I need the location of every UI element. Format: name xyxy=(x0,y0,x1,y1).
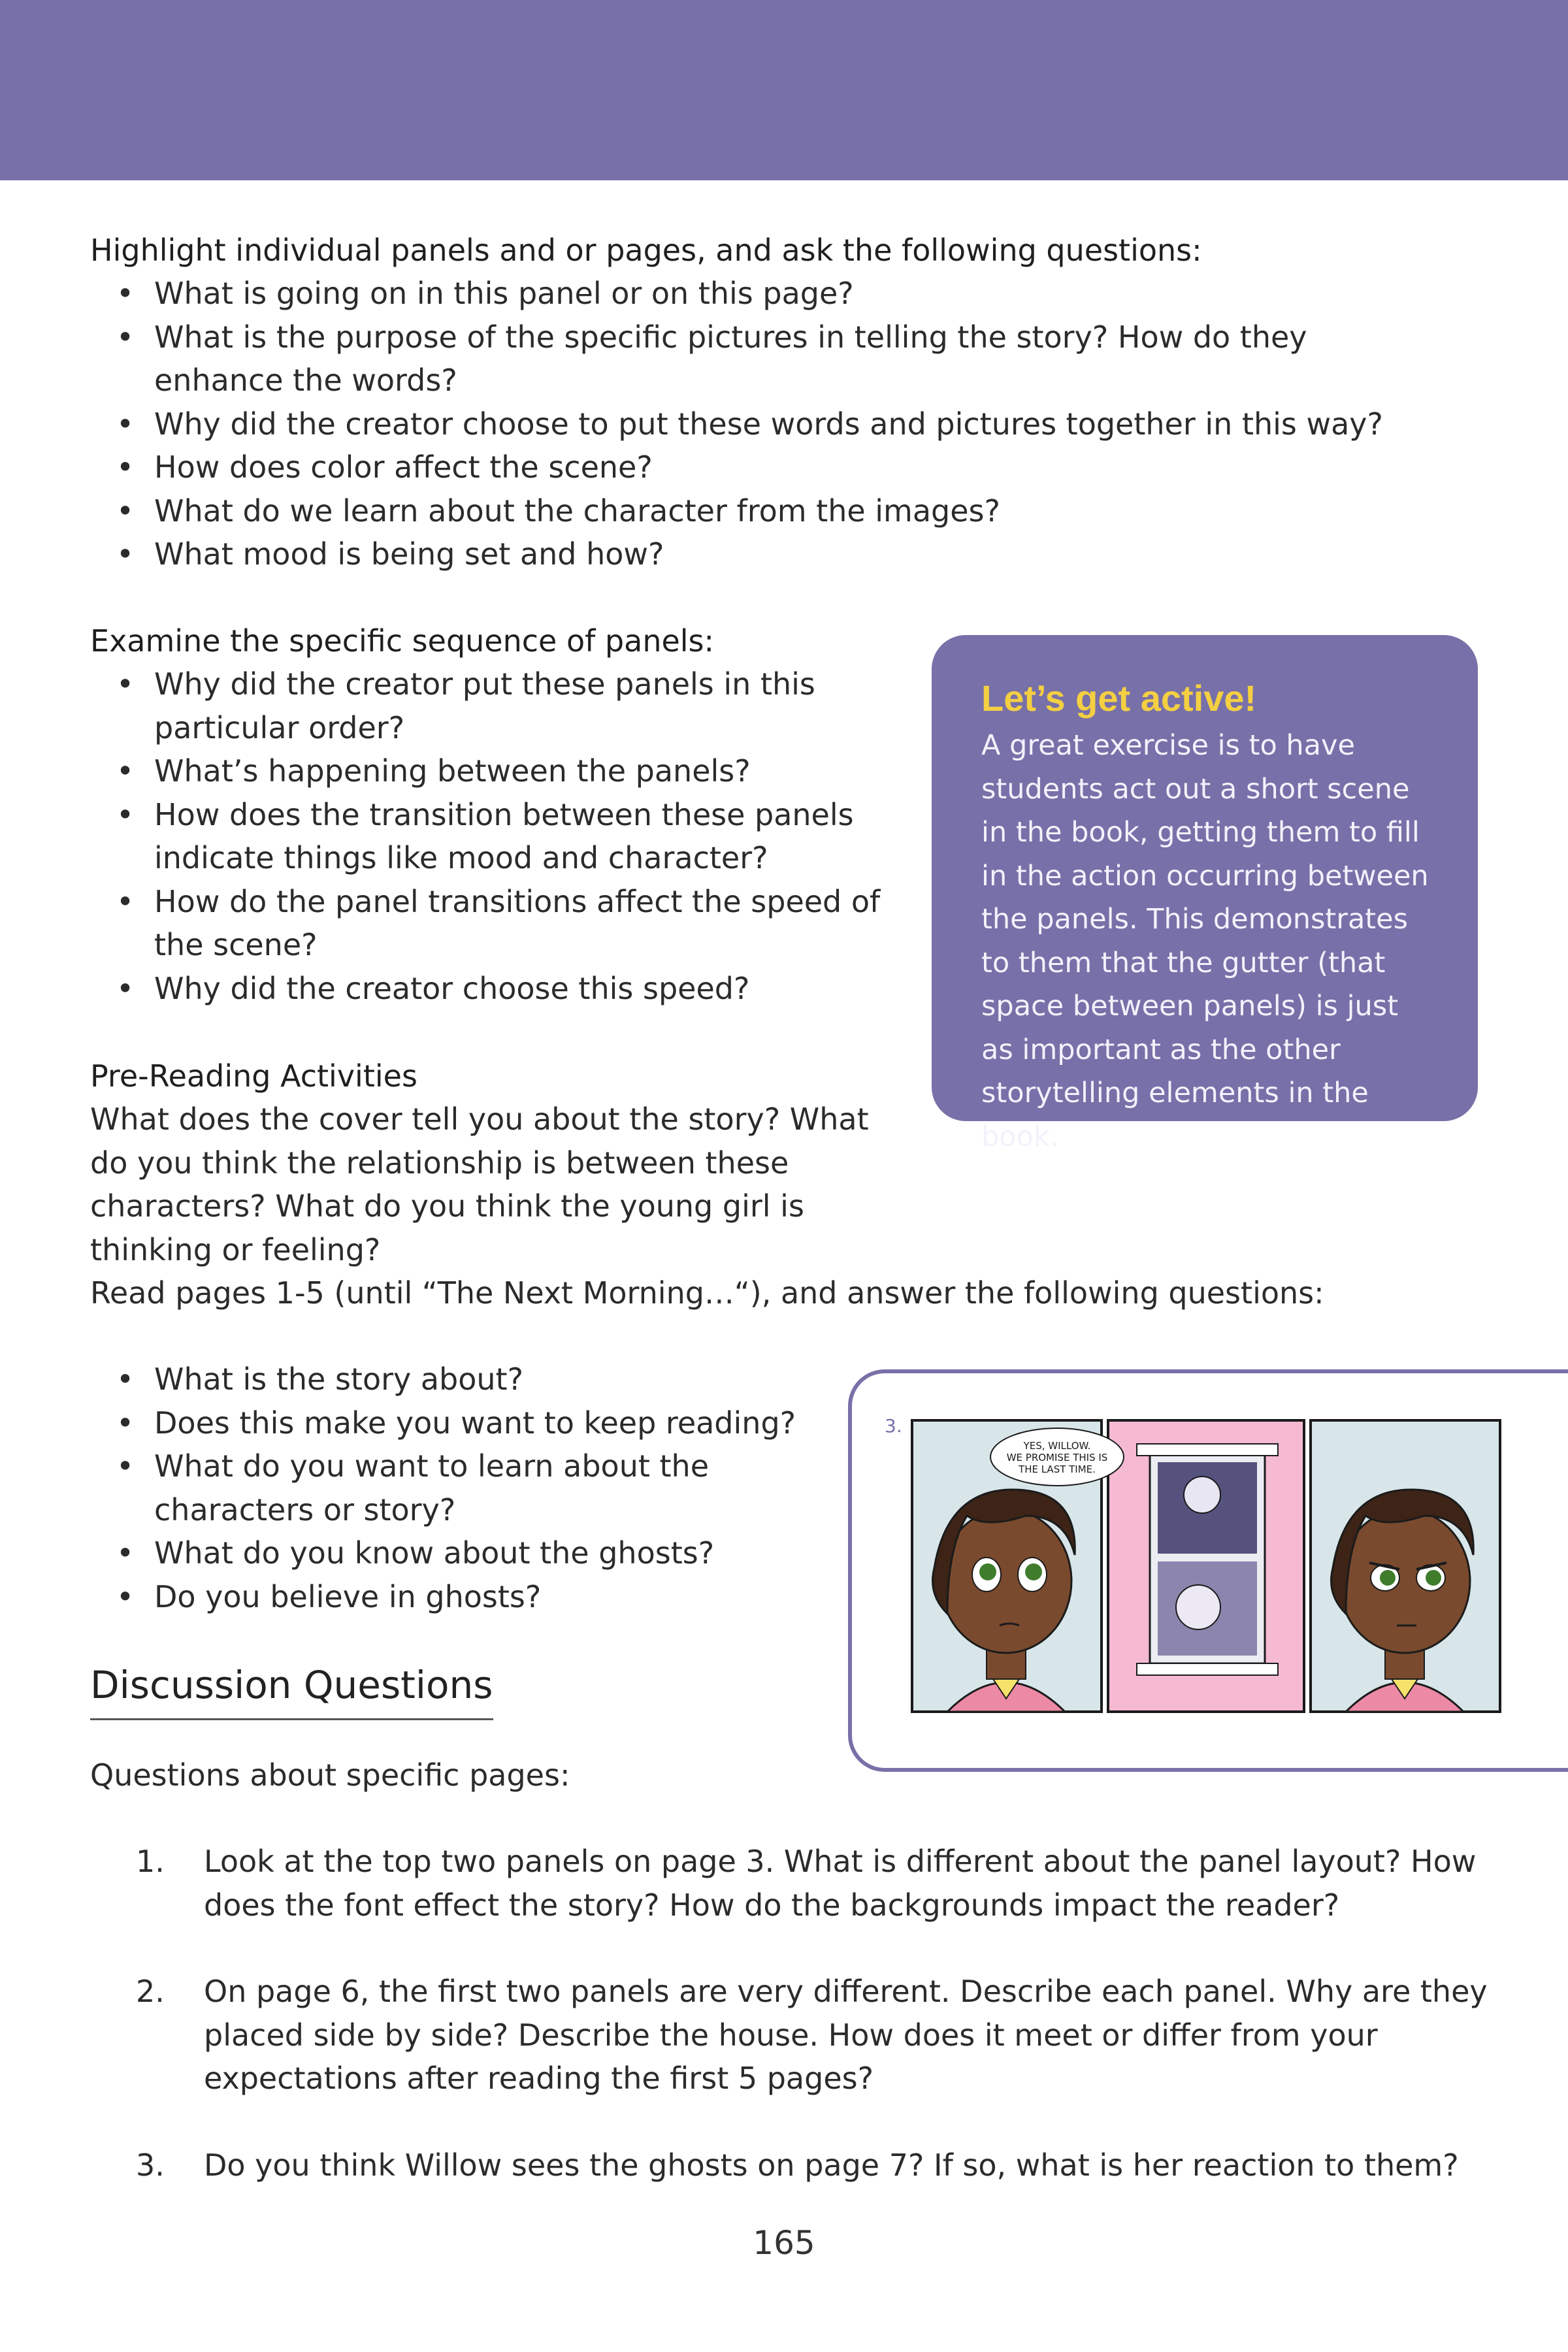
speech-line: YES, WILLOW. xyxy=(1023,1440,1091,1452)
comic-panels xyxy=(908,1418,1505,1717)
list-item xyxy=(136,1970,1495,2100)
comic-page-number: 3. xyxy=(885,1415,902,1437)
comic-panel-willow-right xyxy=(1311,1420,1500,1712)
highlight-heading: Highlight individual panels and or pages, and ask the following questions: xyxy=(90,233,1202,268)
list-item: • How does the transition between these panels indicate things like mood and character? xyxy=(90,793,900,880)
question-number: 1. xyxy=(136,1844,165,1879)
list-item: • How do the panel transitions affect the speed of the scene? xyxy=(90,880,900,967)
list-item: • What do we learn about the character from the images? xyxy=(90,489,1410,533)
prereading-heading: Pre-Reading Activities xyxy=(90,1058,417,1094)
question-number: 3. xyxy=(136,2147,165,2183)
question-text: On page 6, the first two panels are very different. Describe each panel. Why are they placed side by side? Describe the house. How does it meet or differ from your expectations after reading the first 5 pages? xyxy=(204,1974,1488,2096)
list-item: • Do you believe in ghosts? xyxy=(90,1575,815,1619)
list-item: • Why did the creator put these panels in this particular order? xyxy=(90,662,900,749)
list-item: • How does color affect the scene? xyxy=(90,446,1410,489)
discussion-subheading: Questions about specific pages: xyxy=(90,1757,570,1793)
question-text: Do you think Willow sees the ghosts on page 7? If so, what is her reaction to them? xyxy=(204,2147,1459,2183)
speech-line: WE PROMISE THIS IS xyxy=(1006,1452,1108,1463)
list-item: • What is going on in this panel or on this page? xyxy=(90,272,1410,316)
list-item: • What do you know about the ghosts? xyxy=(90,1531,815,1575)
sequence-list xyxy=(90,662,900,1010)
list-item: • What do you want to learn about the characters or story? xyxy=(90,1445,815,1531)
list-item: • Why did the creator choose this speed? xyxy=(90,967,900,1011)
speech-line: THE LAST TIME. xyxy=(1019,1463,1096,1475)
question-number: 2. xyxy=(136,1974,165,2009)
discussion-title: Discussion Questions xyxy=(90,1656,493,1720)
list-item xyxy=(136,2144,1495,2187)
list-item: • What mood is being set and how? xyxy=(90,532,1410,576)
prereading-text: What does the cover tell you about the story? What do you think the relationship is between these characters? What do you think the young girl is thinking or feeling? xyxy=(90,1102,869,1267)
list-item: • What’s happening between the panels? xyxy=(90,749,900,793)
lets-get-active-callout xyxy=(932,635,1478,1153)
list-item: • What is the purpose of the specific pictures in telling the story? How do they enhance the words? xyxy=(90,316,1410,402)
callout-title: Let’s get active! xyxy=(981,678,1257,719)
page-number: 165 xyxy=(753,2224,815,2262)
discussion-question-list xyxy=(136,1840,1495,2230)
read-instruction: Read pages 1-5 (until “The Next Morning…“), and answer the following questions: xyxy=(90,1275,1324,1311)
list-item: • Why did the creator choose to put these words and pictures together in this way? xyxy=(90,402,1410,446)
list-item: • What is the story about? xyxy=(90,1358,815,1401)
callout-body: A great exercise is to have students act out a short scene in the book, getting them to fill in the action occurring between the panels. This demonstrates to them that the gutter (that space between panels) is just as important as the other storytelling elements in the book. xyxy=(981,729,1429,1153)
list-item: • Does this make you want to keep reading? xyxy=(90,1401,815,1445)
header-band xyxy=(0,0,1568,180)
question-text: Look at the top two panels on page 3. What is different about the panel layout? How does the font effect the story? How do the backgrounds impact the reader? xyxy=(204,1844,1477,1923)
list-item xyxy=(136,1840,1495,1927)
highlight-list xyxy=(90,272,1410,576)
sequence-heading: Examine the specific sequence of panels: xyxy=(90,623,715,659)
read-questions-list xyxy=(90,1358,815,1618)
